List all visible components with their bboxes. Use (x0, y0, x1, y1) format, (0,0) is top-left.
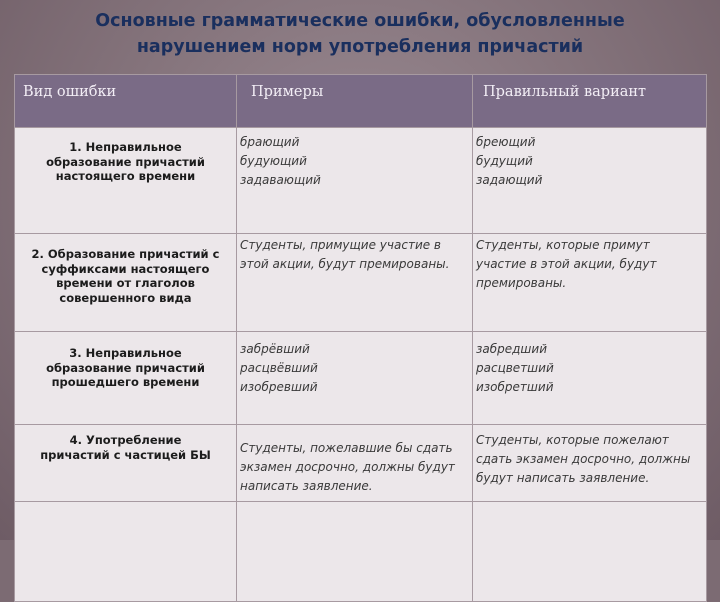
example-line: Студенты, пожелавшие бы сдать (240, 441, 453, 455)
example-line: изобревший (240, 380, 318, 394)
slide-title (40, 8, 680, 60)
examples-cell (237, 425, 473, 502)
error-type-text: 1. Неправильное образование причастий настоящего времени (46, 140, 205, 183)
error-type-text: 3. Неправильное образование причастий прошедшего времени (46, 346, 205, 389)
correct-line: изобретший (476, 380, 554, 394)
error-type-cell (15, 332, 237, 425)
slide-title-line-2: нарушением норм употребления причастий (136, 37, 584, 57)
example-line: задавающий (240, 173, 321, 187)
correct-line: будущий (476, 154, 533, 168)
header-error-type: Вид ошибки (15, 75, 237, 128)
error-type-cell (15, 425, 237, 502)
examples-cell (237, 332, 473, 425)
correct-line: будут написать заявление. (476, 471, 650, 485)
correct-cell (473, 332, 707, 425)
error-type-text: 2. Образование причастий с суффиксами настоящего времени от глаголов совершенного вида (31, 247, 220, 305)
example-line: написать заявление. (240, 479, 373, 493)
example-line: забрёвший (240, 342, 310, 356)
correct-line: премированы. (476, 276, 567, 290)
correct-line: Студенты, которые пожелают (476, 433, 669, 447)
header-correct-variant: Правильный вариант (473, 75, 707, 128)
correct-cell (473, 425, 707, 502)
error-type-cell (15, 128, 237, 234)
example-line: этой акции, будут премированы. (240, 257, 450, 271)
errors-table (14, 74, 707, 602)
empty-cell (473, 502, 707, 602)
table-row (15, 425, 707, 502)
example-line: расцвёвший (240, 361, 318, 375)
table-row (15, 234, 707, 332)
table-row (15, 332, 707, 425)
examples-cell (237, 234, 473, 332)
correct-line: бреющий (476, 135, 536, 149)
empty-cell (15, 502, 237, 602)
table-header-row (15, 75, 707, 128)
correct-line: расцветший (476, 361, 554, 375)
example-line: брающий (240, 135, 300, 149)
example-line: Студенты, примущие участие в (240, 238, 442, 252)
example-line: экзамен досрочно, должны будут (240, 460, 455, 474)
error-type-cell (15, 234, 237, 332)
correct-line: забредший (476, 342, 548, 356)
correct-line: участие в этой акции, будут (476, 257, 657, 271)
table-row-empty (15, 502, 707, 602)
correct-cell (473, 128, 707, 234)
correct-cell (473, 234, 707, 332)
header-examples: Примеры (237, 75, 473, 128)
empty-cell (237, 502, 473, 602)
slide-title-line-1: Основные грамматические ошибки, обусловленные (95, 11, 625, 31)
correct-line: Студенты, которые примут (476, 238, 650, 252)
correct-line: сдать экзамен досрочно, должны (476, 452, 691, 466)
error-type-text: 4. Употребление причастий с частицей БЫ (40, 433, 211, 462)
example-line: будующий (240, 154, 307, 168)
examples-cell (237, 128, 473, 234)
correct-line: задающий (476, 173, 543, 187)
table-row (15, 128, 707, 234)
